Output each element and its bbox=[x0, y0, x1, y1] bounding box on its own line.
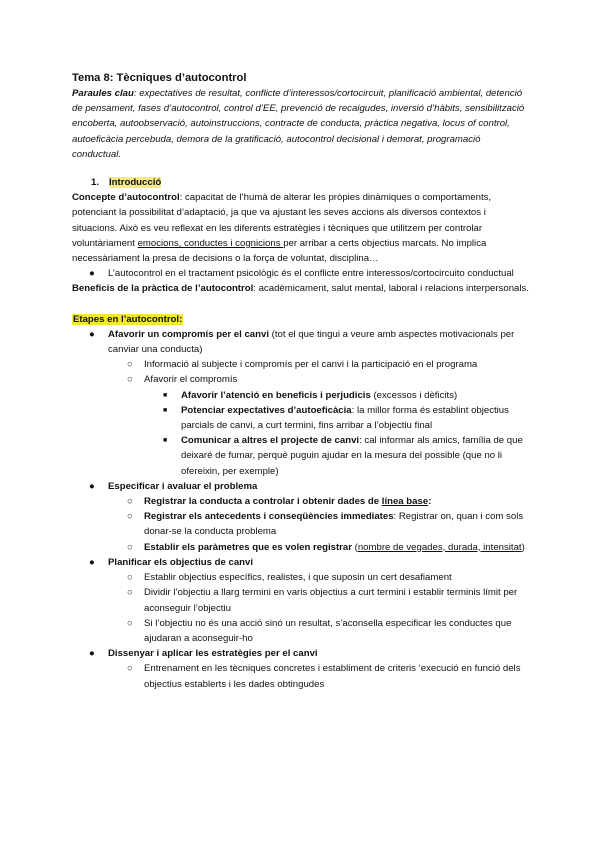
step-2-sub-3-title: Establir els paràmetres que es volen registrar bbox=[144, 541, 352, 553]
list-item bbox=[72, 616, 532, 646]
step-2-sub-1-underlined: línea base bbox=[381, 496, 429, 508]
section-title: Introducció bbox=[109, 177, 162, 189]
step-2-sub-2-title: Registrar els antecedents i conseqüències immediates bbox=[144, 511, 394, 523]
step-2-sub-1-end: : bbox=[428, 496, 432, 508]
circle-bullet-icon: ○ bbox=[127, 511, 133, 523]
list-item bbox=[72, 585, 532, 615]
square-bullet-icon: ■ bbox=[163, 406, 168, 414]
step-1-sq-3-text: : cal informar als amics, família de que deixaré de fumar, perquè puguin ajudar en la mesura del possible (que no li ofereixin, per exemple) bbox=[181, 435, 523, 477]
concepte-label: Concepte d’autocontrol bbox=[72, 192, 180, 204]
circle-bullet-icon: ○ bbox=[127, 617, 133, 629]
step-3-title: Planificar els objectius de canvi bbox=[108, 556, 254, 568]
beneficis-label: Beneficis de la pràctica de l’autocontrol bbox=[72, 283, 254, 295]
step-1-sq-1-text: (excessos i dèficits) bbox=[370, 389, 458, 401]
document-body bbox=[72, 70, 532, 692]
bullet-icon: ● bbox=[89, 480, 95, 492]
step-3-sub-3: Si l’objectiu no és una acció sinó un resultat, s’aconsella especificar les conductes que ajudaran a aconseguir-ho bbox=[144, 617, 512, 644]
concepte-text-2: per arribar a certs objectius marcats. No implica necessàriament la presa de decisions o la força de voluntat, disciplina… bbox=[72, 237, 487, 265]
bullet-icon: ● bbox=[89, 556, 95, 568]
step-4-sub-1: Entrenament en les tècniques concretes i establiment de criteris ‘execució en funció dels objectius establerts i les dades obtingudes bbox=[144, 663, 521, 690]
square-bullet-icon: ■ bbox=[163, 391, 168, 399]
step-3-sub-2: Dividir l’objectiu a llarg termini en varis objectius a curt termini i establir terminis límit per aconseguir l’objectiu bbox=[144, 587, 518, 614]
step-1-sub-1: Informació al subjecte i compromís per el canvi i la participació en el programa bbox=[144, 359, 478, 371]
step-1-sq-3-title: Comunicar a altres el projecte de canvi bbox=[181, 435, 360, 447]
list-item bbox=[72, 661, 532, 691]
keywords-text: : expectatives de resultat, conflicte d’interessos/cortocircuit, planificació ambiental, detenció de pensament, fases d’autocontrol, control d’EE, prevenció de recaigudes, inversió d’hàbits, sensibilització encoberta, autoobservació, autoinstruccions, contracte de conducta, pràctica negativa, locus of control, autoeficàcia percebuda, demora de la gratificació, autocontrol decisional i demorat, programació conductual. bbox=[72, 88, 525, 160]
list-item bbox=[72, 388, 532, 403]
circle-bullet-icon: ○ bbox=[127, 496, 133, 508]
list-item-step-4 bbox=[72, 646, 532, 661]
circle-bullet-icon: ○ bbox=[127, 374, 133, 386]
list-item bbox=[72, 266, 532, 281]
circle-bullet-icon: ○ bbox=[127, 541, 133, 553]
list-item bbox=[72, 494, 532, 509]
bullet-icon: ● bbox=[89, 648, 95, 660]
intro-bullet-text: L’autocontrol en el tractament psicològic és el conflicte entre interessos/cortocircuito conductual bbox=[108, 268, 514, 280]
list-item bbox=[72, 372, 532, 387]
etapes-title: Etapes en l’autocontrol: bbox=[73, 313, 183, 325]
section-number: 1. bbox=[91, 177, 100, 189]
circle-bullet-icon: ○ bbox=[127, 663, 133, 675]
list-item-step-2 bbox=[72, 479, 532, 494]
bullet-icon: ● bbox=[89, 328, 95, 340]
spacer bbox=[72, 297, 532, 312]
list-item bbox=[72, 357, 532, 372]
circle-bullet-icon: ○ bbox=[127, 572, 133, 584]
beneficis-paragraph bbox=[72, 281, 532, 296]
circle-bullet-icon: ○ bbox=[127, 587, 133, 599]
keywords-label: Paraules clau bbox=[72, 88, 134, 99]
list-item bbox=[72, 403, 532, 433]
circle-bullet-icon: ○ bbox=[127, 359, 133, 371]
step-2-sub-2-text: : Registrar on, quan i com sols donar-se la conducta problema bbox=[144, 511, 524, 538]
step-4-title: Dissenyar i aplicar les estratègies per el canvi bbox=[108, 648, 318, 660]
step-2-sub-1-title: Registrar la conducta a controlar i obtenir dades de bbox=[144, 496, 382, 508]
list-item bbox=[72, 540, 532, 555]
beneficis-text: : acadèmicament, salut mental, laboral i relacions interpersonals. bbox=[253, 283, 529, 295]
step-1-text: (tot el que tingui a veure amb aspectes motivacionals per canviar una conducta) bbox=[108, 328, 515, 356]
page-title: Tema 8: Tècniques d’autocontrol bbox=[72, 72, 247, 84]
bullet-icon: ● bbox=[89, 268, 95, 280]
step-2-sub-3-underlined: nombre de vegades, durada, intensitat bbox=[357, 541, 522, 553]
list-item bbox=[72, 433, 532, 479]
concepte-text-1: : capacitat de l’humà de alterar les pròpies dinàmiques o comportaments, potenciant la possibilitat d’adaptació, ja que va ajustant les seves accions als diversos contextos i situacions. Això es veu reflexat en les diferents estratègies i tècniques que utilitzem per controlar voluntàriament bbox=[72, 192, 492, 249]
etapes-heading bbox=[72, 312, 532, 327]
step-3-sub-1: Establir objectius específics, realistes, i que suposin un cert desafiament bbox=[144, 572, 452, 584]
step-1-sq-2-title: Potenciar expectatives d’autoeficàcia bbox=[181, 404, 352, 416]
list-item bbox=[72, 509, 532, 539]
step-2-sub-3-open: ( bbox=[351, 541, 358, 553]
step-1-sq-2-text: : la millor forma és establint objectius parcials de canvi, a curt termini, fins arribar a l’objectiu final bbox=[181, 404, 509, 432]
concepte-underlined: emocions, conductes i cognicions bbox=[137, 237, 284, 249]
step-2-title: Especificar i avaluar el problema bbox=[108, 480, 258, 492]
step-1-sub-2: Afavorir el compromís bbox=[144, 374, 238, 386]
step-1-sq-1-title: Afavorir l’atenció en beneficis i perjudicis bbox=[181, 389, 371, 401]
list-item-step-3 bbox=[72, 555, 532, 570]
step-1-title: Afavorir un compromís per el canvi bbox=[108, 328, 270, 340]
step-2-sub-3-close: ) bbox=[521, 541, 525, 553]
list-item bbox=[72, 570, 532, 585]
list-item-step-1 bbox=[72, 327, 532, 357]
keywords-paragraph bbox=[72, 86, 532, 162]
square-bullet-icon: ■ bbox=[163, 437, 168, 445]
concepte-paragraph bbox=[72, 190, 532, 266]
section-heading-intro bbox=[91, 175, 532, 190]
